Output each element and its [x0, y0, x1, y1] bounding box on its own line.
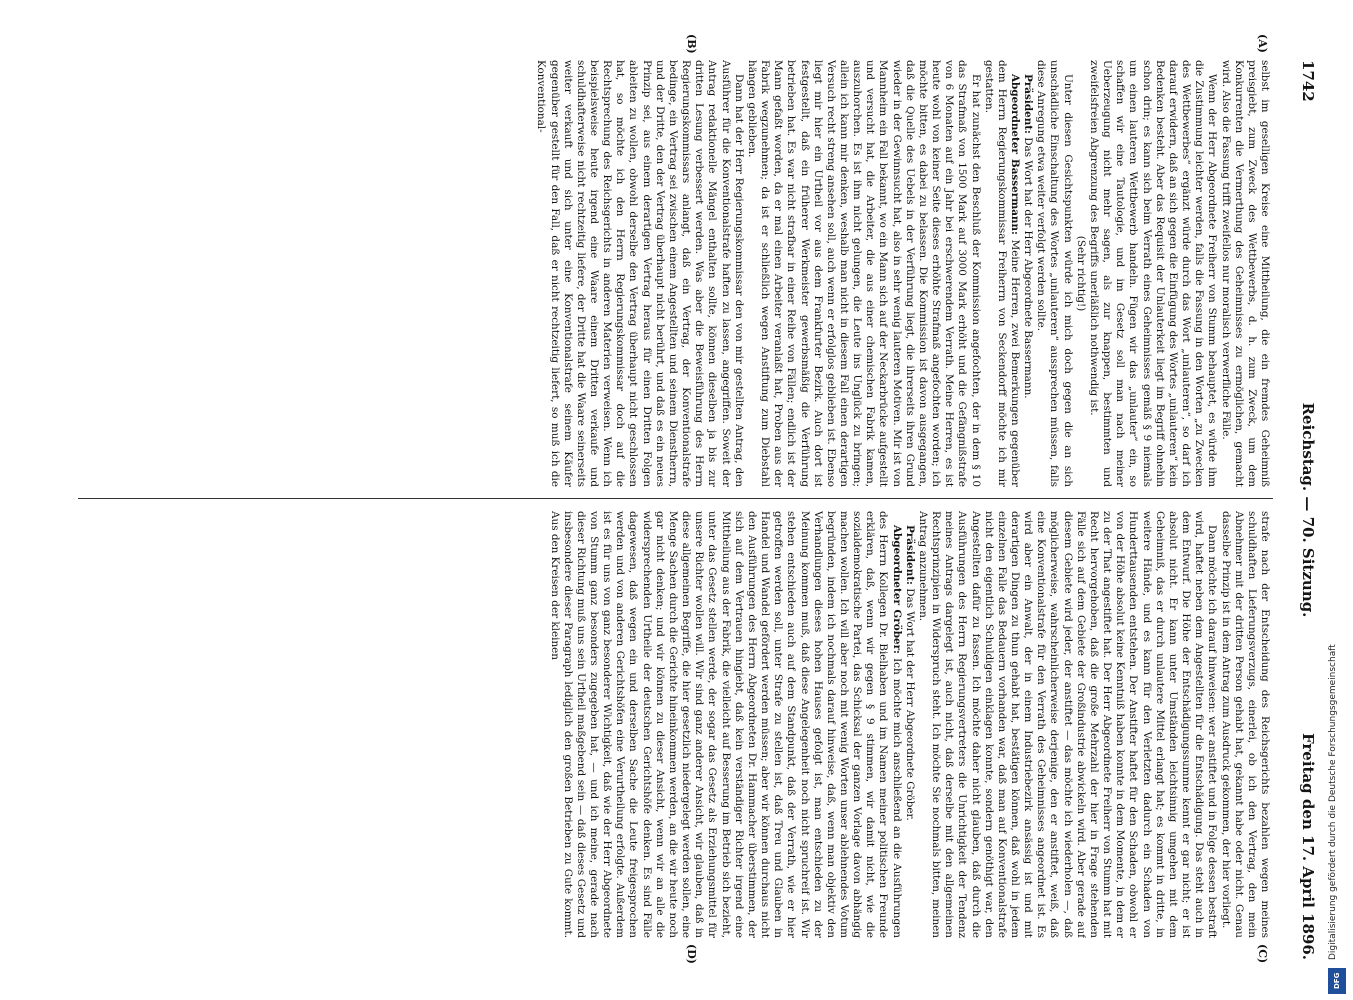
speaker-paragraph [547, 511, 902, 938]
speaker-label: Abgeordneter Gröber: [890, 525, 903, 654]
paragraph: Er hat zunächst den Beschluß der Kommission angefochten, der in dem § 10 das Strafmaß von 1500 Mark auf 3000 Mark erhöht und die Gefängnißstrafe von 6 Monaten auf ein Jahr bei erschwerendem Verrath. Meine Herren, es ist heute wohl von keiner Seite dieses erhöhte Strafmaß angefochten worden; ich möchte bitten, es dabei zu belassen. Die Kommission ist davon ausgegangen, daß die Quelle des Uebels in der Verführung liegt, die ihrerseits ihren Grund wieder in der Gewinnsucht hat, also in sehr wenig lauteren Motiven. Mir ist von Mannheim ein Fall bekannt, wo ein Mann sich auf der Neckarbrücke aufgestellt und versucht hat, die Arbeiter, die aus einer chemischen Fabrik kamen, auszuhorchen. Es ist ihm nicht gelungen, die Leute ins Unglück zu bringen; allein ich kann mir denken, weshalb man nicht in diesem Fall einen derartigen Versuch recht streng ansehen soll, auch wenn er erfolglos geblieben ist. Ebenso liegt mir hier ein Urtheil vor aus dem Frankfurter Bezirk. Auch dort ist festgestellt, daß ein früherer Werkmeister gewerbsmäßig die Verführung betrieben hat. Es war nicht strafbar in einer Reihe von Fällen; endlich ist der Mann gefaßt worden, da er mal einen Arbeiter veranlaßt hat, Proben aus der Fabrik wegzunehmen; da ist er schließlich wegen Anstiftung zum Diebstahl hängen geblieben. [745, 60, 982, 487]
margin-marker-d: (D) [685, 944, 698, 964]
paragraph: strafe nach der Entscheidung des Reichsgerichts bezahlen wegen meines schuldhaften Lieferungsverzugs, einerlei, ob ich den Vertrag, den mein Abnehmer mit der dritten Person gehabt hat, gekannt habe oder nicht. Genau dasselbe Prinzip ist in dem Antrag zum Ausdruck gekommen, der hier vorliegt. [1219, 511, 1271, 938]
paragraph: selbst im geselligen Kreise eine Mittheilung, die ein fremdes Geheimniß preisgiebt, zum Zweck des Wettbewerbs, d. h. zum Zweck, um dem Konkurrenten die Vermerthung des Geheimnisses zu ermöglichen, gemacht wird. Also die Fassung trifft zweifellos nur moralisch verwerfliche Fälle. [1219, 60, 1271, 487]
paragraph: Wenn der Herr Abgeordnete Freiherr von Stumm behauptet, es würde ihm die Zustimmung leichter werden, falls die Fassung in den Worten „zu Zwecken des Wettbewerbes“ ergänzt würde durch das Wort „unlauteren“, so darf ich darauf erwidern, daß an sich gegen die Einfügung des Wortes „unlauteren“ kein Bedenken besteht. Aber das Requisit der Unlauterkeit liegt im Begriff ohnehin schon drin; es kann sich beim Verrath eines Geheimnisses gemäß § 9 niemals um einen lauteren Wettbewerb handeln. Fügen wir das „unlauter“ ein, so schaffen wir eine Tautologie, und im Gesetz soll man nach meiner Ueberzeugung nicht mehr sagen, als zur knappen, bestimmten und zweifelsfreien Abgrenzung des Begriffs unerläßlich nothwendig ist. [1087, 60, 1219, 487]
paragraph: Dann möchte ich darauf hinweisen: wer anstiftet und in Folge dessen bestraft wird, haftet neben dem Angestellten für die Entschädigung. Das steht auch in dem Entwurf. Die Höhe der Entschädigungssumme kennt er gar nicht; er ist absolut nicht. Er kann unter Umständen leichtsinnig umgehen mit dem Geheimniß, das er durch unlautere Mittel erlangt hat; es kommt in dritte, in weitere Hände, und es kann für den Verletzten dadurch ein Schaden von Hunderttausenden entstehen. Der Anstifter haftet für den Schaden, obwohl er von der Höhe absolut keine Kenntniß haben konnte in dem Momente, in dem er zu der That angestiftet hat. Der Herr Abgeordnete Freiherr von Stumm hat mit Recht hervorgehoben, daß die große Mehrzahl der hier in Frage stehenden Fälle sich auf dem Gebiete der Großindustrie abwickeln wird. Aber gerade auf diesem Gebiete wird jeder, der anstiftet — das möchte ich wiederholen —, daß möglicherweise, wahrscheinlicherweise derjenige, den er anstiftet, weiß, daß eine Konventionalstrafe für den Verrath des Geheimnisses angeordnet ist. Es wird aber ein Anwalt, der in einem Industriebezirk ansässig ist und mit derartigen Dingen zu thun gehabt hat, bestätigen können, daß wohl in jedem einzelnen Falle das Bedauern vorhanden war, daß man auf Konventionalstrafe nicht den eigentlich Schuldigen einklagen konnte, sondern genöthigt war, den Angestellten dafür zu fassen. Ich möchte daher nicht glauben, daß durch die Ausführungen des Herrn Regierungsvertreters die Unrichtigkeit der Tendenz meines Antrags dargelegt ist, auch nicht, daß derselbe mit den allgemeinen Rechtsprinzipien in Widerspruch steht. Ich möchte Sie nochmals bitten, meinen Antrag anzunehmen. [916, 511, 1219, 938]
page-header [1283, 60, 1317, 960]
paragraph: Unter diesen Gesichtspunkten würde ich mich doch gegen die an sich unschädliche Einschaltung des Wortes „unlauteren“ aussprechen müssen, falls diese Anregung etwa weiter verfolgt werden sollte. [1035, 60, 1074, 487]
paragraph: Dann hat der Herr Regierungskommissar den von mir gestellten Antrag, den Ausführer für die Konventionalstrafe haften zu lassen, angegriffen. Soweit der Antrag redaktionelle Mängel enthalten sollte, können dieselben ja bis zur dritten Lesung verbessert werden. Was aber die Beweisführung des Herrn Regierungskommissars anlangt, daß ein Vertrag, der Konventionalstrafe bedinge, ein Vertrag sei zwischen einem Angestellten und seinem Dienstherrn, und der Dritte, den der Vertrag überhaupt nicht berührt, und daß es ein neues Prinzip sei, aus einem derartigen Vertrag heraus für einen Dritten Folgen ableiten zu wollen, obwohl derselbe den Vertrag überhaupt nicht geschlossen hat, so möchte ich den Herrn Regierungskommissar doch auf die Rechtsprechung des Reichsgerichts in anderen Materien verweisen. Wenn ich beispielsweise heute irgend eine Waare einem Dritten verkaufe und schuldhafterweise nicht rechtzeitig liefere, der Dritte hat die Waare seinerseits weiter verkauft und sich unter eine Konventionalstrafe seinem Käufer gegenüber gestellt für den Fall, daß er nicht rechtzeitig liefert, so muß ich die Konventional- [535, 60, 745, 487]
margin-marker-c: (C) [1256, 944, 1269, 964]
speaker-paragraph [903, 511, 916, 938]
digitization-footer [1326, 0, 1353, 1000]
paragraph-text: Meine Herren, zwei Bemerkungen gegenüber dem Herrn Regierungskommissar Freiherrn von Seckendorff möchte ich mir gestatten. [982, 60, 1022, 487]
paragraph-text: Das Wort hat der Herr Abgeordnete Bassermann. [1022, 137, 1035, 399]
column-divider [78, 498, 1273, 499]
interjection: (Sehr richtig!) [1074, 235, 1087, 312]
speaker-paragraph [982, 60, 1021, 487]
speaker-label: Präsident: [1022, 74, 1035, 134]
paragraph-text: Das Wort hat der Herr Abgeordnete Gröber. [903, 588, 916, 821]
speaker-label: Abgeordneter Bassermann: [1009, 74, 1022, 235]
session-date: Freitag den 17. April 1896. [1299, 733, 1317, 960]
page-number: 1742 [1299, 60, 1317, 102]
speaker-paragraph [1021, 60, 1034, 487]
left-column [81, 60, 1271, 487]
page-title: Reichstag. — 70. Sitzung. [1299, 402, 1317, 618]
speaker-label: Präsident: [903, 525, 916, 585]
margin-marker-b: (B) [685, 34, 698, 54]
right-column [81, 511, 1271, 938]
funding-note: Digitalisierung gefördert durch die Deutsche Forschungsgemeinschaft [1328, 644, 1338, 960]
margin-marker-a: (A) [1256, 34, 1269, 53]
paragraph-text: Ich möchte mich anschließend an die Ausführungen des Herrn Kollegen Dr. Bielhaben und im Namen meiner politischen Freunde erklären, daß, wenn wir gegen § 9 stimmen, wir damit nicht, wie die sozialdemokratische Partei, das Schicksal der ganzen Vorlage davon abhängig machen wollen. Ich will aber noch mit wenig Worten unser ablehnendes Votum begründen, indem ich nochmals darauf hinweise, daß, wenn man objektiv den Verhandlungen dieses hohen Hauses gefolgt ist, man entschieden zu der Meinung kommen muß, daß diese Angelegenheit noch nicht spruchreif ist. Wir stehen entschieden auch auf dem Standpunkt, daß der Verrath, wie er hier getroffen werden soll, unter Strafe zu stellen ist, daß Treu und Glauben in Handel und Wandel gefördert werden müssen; aber wir können durchaus nicht den Ausführungen des Herrn Abgeordneten Dr. Hammacher überstimmen, der sich auf dem Vertrauen hingiebt, daß kein verständiger Richter irgend eine Mittheilung aus der Fabrik, die vielleicht auf Besserung im Betrieb sich bezieht, unter das Gesetz stellen werde, der sogar das Gesetz als Erziehungsmittel für unsere Richter wollen will. Wir sind ganz anderer Ansicht, wir glauben, daß in diese allgemeinen Begriffe, die hier gesetzlich niedergelegt werden sollen, eine Menge Sachen durch die Gerichte hineinkommen werden, an die wir heute noch gar nicht denken; und wir können zu dieser Ansicht, wenn wir an alle die widersprechenden Urtheile der deutschen Gerichtshöfe denken. Es sind Fälle dagewesen, daß wegen ein und derselben Sache die Leute freigesprochen werden und von anderen Gerichtshöfen eine Verurtheilung erfolgte. Außerdem ist es für uns von ganz besonderer Wichtigkeit, daß wie der Herr Abgeordnete von Stumm ganz besonders zugegeben hat, — und ich meine, gerade nach dieser Richtung muß uns sein Urtheil maßgebend sein — daß dieses Gesetz und insbesondere dieser Paragraph lediglich den großen Betrieben zu Gute kommt. Aus den Kreisen der kleinen [548, 511, 903, 938]
dfg-logo: DFG [1328, 968, 1346, 994]
